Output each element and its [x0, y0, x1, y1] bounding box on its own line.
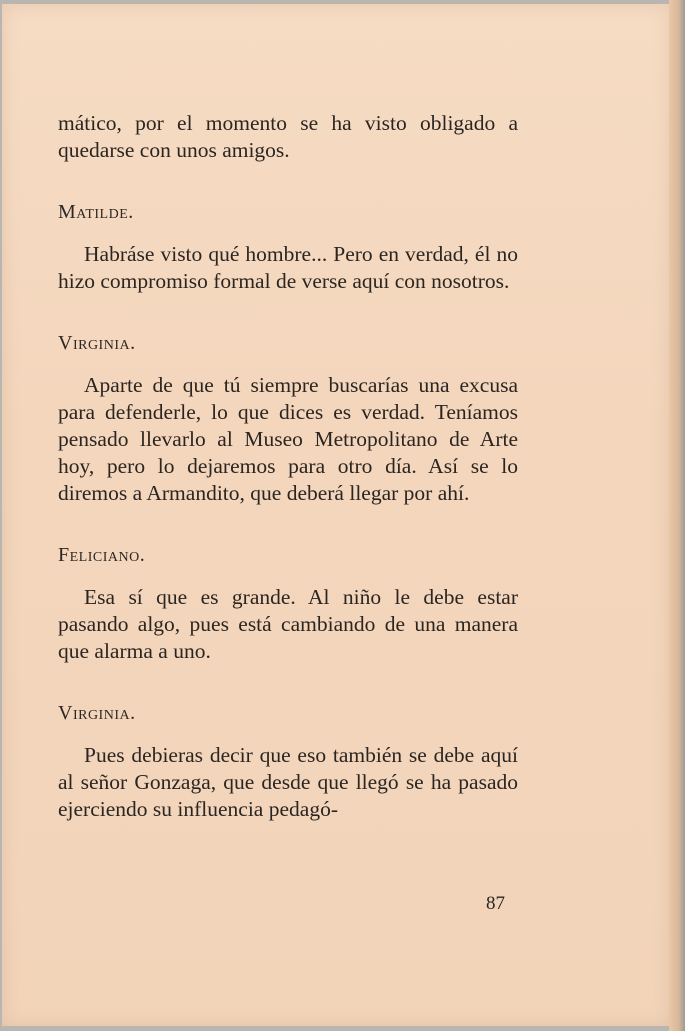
page-number: 87 [486, 893, 505, 914]
paragraph-virginia-2: Pues debieras decir que eso también se debe aquí al señor Gonzaga, que desde que llegó se ha pasado ejerciendo su influencia pedagó- [58, 743, 518, 821]
paragraph-matilde: Habráse visto qué hombre... Pero en verdad, él no hizo compromiso formal de verse aquí con nosotros. [58, 242, 518, 293]
speaker-virginia: Virginia. [58, 332, 136, 354]
speaker-feliciano: Feliciano. [58, 544, 146, 566]
paragraph-feliciano: Esa sí que es grande. Al niño le debe estar pasando algo, pues está cambiando de una manera que alarma a uno. [58, 585, 518, 663]
page-edge [669, 0, 685, 1031]
paragraph-continuation: mático, por el momento se ha visto obligado a quedarse con unos amigos. [58, 111, 518, 162]
paragraph-virginia: Aparte de que tú siempre buscarías una excusa para defenderle, lo que dices es verdad. Teníamos pensado llevarlo al Museo Metropolitano de Arte hoy, pero lo dejaremos para otro día. Así se lo diremos a Armandito, que deberá llegar por ahí. [58, 373, 518, 505]
page-text [58, 110, 518, 823]
speaker-virginia-2: Virginia. [58, 702, 136, 724]
speaker-matilde: Matilde. [58, 201, 134, 223]
